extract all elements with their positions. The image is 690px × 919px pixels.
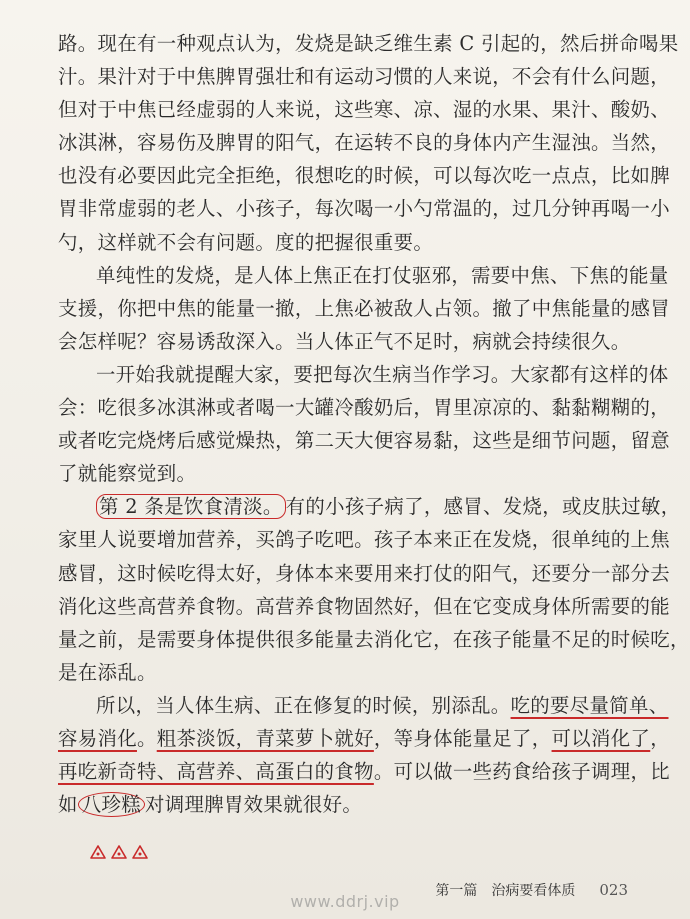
text-segment: ，等身体能量足了， — [373, 726, 552, 750]
text-line: 了就能察觉到。 — [58, 462, 197, 486]
underlined-phrase: 吃的要尽量简单、 — [510, 693, 669, 717]
text-segment: 对调理脾胃效果就很好。 — [144, 793, 363, 817]
text-line: 也没有必要因此完全拒绝，很想吃的时候，可以每次吃一点点，比如脾 — [58, 164, 670, 188]
text-line: 量之前，是需要身体提供很多能量去消化它，在孩子能量不足的时候吃， — [58, 627, 690, 651]
triangle-dot — [118, 853, 121, 856]
text-line: 单纯性的发烧，是人体上焦正在打仗驱邪，需要中焦、下焦的能量 — [96, 263, 669, 287]
triangle-dot — [139, 853, 142, 856]
text-segment: 。 — [136, 726, 157, 750]
text-line — [58, 490, 681, 523]
text-line: 路。现在有一种观点认为，发烧是缺乏维生素 C 引起的，然后拼命喝果 — [58, 32, 679, 55]
boxed-rule-heading: 第 2 条是饮食清淡。 — [96, 494, 286, 519]
text-line — [58, 722, 670, 755]
underlined-phrase: 容易消化 — [58, 726, 137, 750]
page-number: 023 — [599, 881, 628, 899]
text-line — [58, 788, 660, 821]
text-line: 勺，这样就不会有问题。度的把握很重要。 — [58, 230, 434, 254]
text-line: 支援，你把中焦的能量一撤，上焦必被敌人占领。撤了中焦能量的感冒 — [58, 296, 670, 320]
text-line — [58, 755, 670, 788]
triangle-dot — [97, 853, 100, 856]
text-line: 感冒，这时候吃得太好，身体本来要用来打仗的阳气，还要分一部分去 — [58, 561, 670, 585]
text-line — [58, 689, 669, 722]
text-segment: ， — [650, 726, 670, 750]
circled-phrase: 八珍糕 — [78, 792, 145, 817]
text-line: 冰淇淋，容易伤及脾胃的阳气，在运转不良的身体内产生湿浊。当然， — [58, 131, 670, 155]
text-line: 汁。果汁对于中焦脾胃强壮和有运动习惯的人来说，不会有什么问题， — [58, 65, 670, 89]
text-line: 会怎样呢？容易诱敌深入。当人体正气不足时，病就会持续很久。 — [58, 329, 631, 353]
text-line: 一开始我就提醒大家，要把每次生病当作学习。大家都有这样的体 — [96, 362, 669, 386]
watermark: www.ddrj.vip — [290, 892, 400, 911]
triangle-mark — [133, 846, 147, 858]
body-text — [58, 27, 690, 821]
text-segment: 有的小孩子病了，感冒、发烧，或皮肤过敏， — [285, 495, 681, 519]
text-line: 但对于中焦已经虚弱的人来说，这些寒、凉、湿的水果、果汁、酸奶、 — [58, 98, 670, 122]
text-segment: 如 — [58, 793, 78, 817]
handwritten-triangle-marks — [88, 843, 158, 861]
text-line: 会：吃很多冰淇淋或者喝一大罐冷酸奶后，胃里凉凉的、黏黏糊糊的， — [58, 396, 670, 420]
text-line: 是在添乱。 — [58, 660, 157, 684]
underlined-phrase: 可以消化了 — [551, 726, 651, 750]
text-line: 消化这些高营养食物。高营养食物固然好，但在它变成身体所需要的能 — [58, 594, 670, 618]
text-line: 家里人说要增加营养，买鸽子吃吧。孩子本来正在发烧，很单纯的上焦 — [58, 528, 670, 552]
section-title: 第一篇 治病要看体质 — [435, 883, 576, 899]
text-segment: 。可以做一些药食给孩子调理，比 — [373, 760, 670, 784]
text-segment: 所以，当人体生病、正在修复的时候，别添乱。 — [96, 693, 511, 717]
text-line: 或者吃完烧烤后感觉燥热，第二天大便容易黏，这些是细节问题，留意 — [58, 429, 670, 453]
triangle-mark — [91, 846, 105, 858]
text-line: 胃非常虚弱的老人、小孩子，每次喝一小勺常温的，过几分钟再喝一小 — [58, 197, 670, 221]
triangle-mark — [112, 846, 126, 858]
underlined-phrase: 粗茶淡饭，青菜萝卜就好 — [156, 726, 374, 750]
underlined-phrase: 再吃新奇特、高营养、高蛋白的食物 — [58, 760, 374, 784]
